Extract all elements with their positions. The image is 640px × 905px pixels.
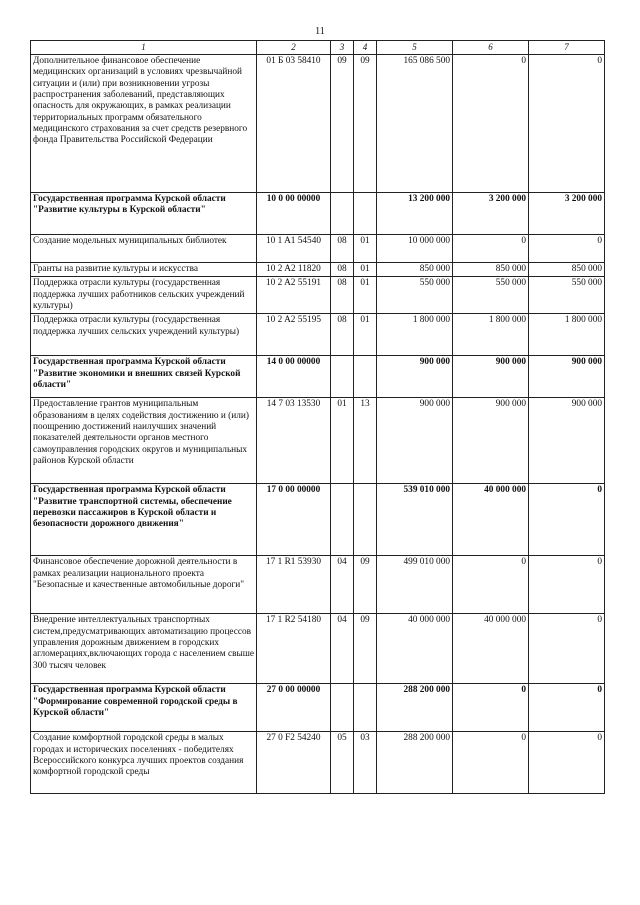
row-subsection-cell	[354, 356, 377, 398]
row-value-cell: 288 200 000	[377, 684, 453, 732]
row-value-cell: 0	[529, 732, 605, 794]
row-subsection-cell	[354, 484, 377, 556]
row-value-cell: 0	[529, 614, 605, 684]
row-code-cell: 10 1 A1 54540	[257, 234, 331, 262]
row-value-cell: 0	[529, 54, 605, 192]
row-subsection-cell: 13	[354, 398, 377, 484]
row-section-cell	[331, 484, 354, 556]
row-value-cell: 900 000	[453, 356, 529, 398]
row-value-cell: 900 000	[529, 356, 605, 398]
column-header: 3	[331, 41, 354, 55]
row-code-cell: 10 0 00 00000	[257, 192, 331, 234]
row-subsection-cell: 09	[354, 614, 377, 684]
row-value-cell: 13 200 000	[377, 192, 453, 234]
row-value-cell: 0	[453, 732, 529, 794]
row-code-cell: 27 0 00 00000	[257, 684, 331, 732]
row-value-cell: 40 000 000	[453, 484, 529, 556]
row-code-cell: 10 2 A2 55191	[257, 277, 331, 314]
row-section-cell: 04	[331, 556, 354, 614]
table-row	[31, 234, 605, 262]
row-code-cell: 01 Б 03 58410	[257, 54, 331, 192]
row-value-cell: 165 086 500	[377, 54, 453, 192]
row-value-cell: 900 000	[377, 398, 453, 484]
row-name-cell: Предоставление грантов муниципальным образованиям в целях содействия достижению и (или) поощрению достижений наилучших значений показателей деятельности органов местного самоуправления городских округов и муниципальных районов Курской области	[31, 398, 257, 484]
row-value-cell: 1 800 000	[377, 314, 453, 356]
row-name-cell: Государственная программа Курской области "Развитие культуры в Курской области"	[31, 192, 257, 234]
table-row	[31, 684, 605, 732]
table-row	[31, 54, 605, 192]
row-value-cell: 0	[453, 684, 529, 732]
budget-table	[30, 40, 605, 794]
table-row	[31, 277, 605, 314]
row-name-cell: Создание комфортной городской среды в малых городах и исторических поселениях - победителях Всероссийского конкурса лучших проектов создания комфортной городской среды	[31, 732, 257, 794]
page-number: 11	[315, 26, 325, 37]
row-value-cell: 0	[453, 556, 529, 614]
row-subsection-cell: 01	[354, 314, 377, 356]
table-row	[31, 398, 605, 484]
column-header: 1	[31, 41, 257, 55]
row-name-cell: Поддержка отрасли культуры (государственная поддержка лучших сельских учреждений культуры)	[31, 314, 257, 356]
row-value-cell: 900 000	[453, 398, 529, 484]
column-header: 7	[529, 41, 605, 55]
row-section-cell	[331, 684, 354, 732]
column-header: 6	[453, 41, 529, 55]
row-code-cell: 17 0 00 00000	[257, 484, 331, 556]
row-code-cell: 17 1 R2 54180	[257, 614, 331, 684]
row-subsection-cell	[354, 684, 377, 732]
row-subsection-cell: 01	[354, 262, 377, 276]
row-section-cell: 09	[331, 54, 354, 192]
table-row	[31, 314, 605, 356]
row-subsection-cell: 09	[354, 556, 377, 614]
row-code-cell: 17 1 R1 53930	[257, 556, 331, 614]
row-value-cell: 40 000 000	[453, 614, 529, 684]
row-value-cell: 0	[529, 684, 605, 732]
table-row	[31, 484, 605, 556]
row-name-cell: Государственная программа Курской области "Развитие транспортной системы, обеспечение перевозки пассажиров в Курской области и безопасности дорожного движения"	[31, 484, 257, 556]
row-value-cell: 550 000	[529, 277, 605, 314]
row-section-cell: 04	[331, 614, 354, 684]
row-name-cell: Внедрение интеллектуальных транспортных систем,предусматривающих автоматизацию процессов управления дорожным движением в городских агломерациях,включающих города с населением свыше 300 тысяч человек	[31, 614, 257, 684]
row-subsection-cell	[354, 192, 377, 234]
row-name-cell: Государственная программа Курской области "Формирование современной городской среды в Курской области"	[31, 684, 257, 732]
row-value-cell: 10 000 000	[377, 234, 453, 262]
row-value-cell: 40 000 000	[377, 614, 453, 684]
row-subsection-cell: 09	[354, 54, 377, 192]
row-section-cell	[331, 192, 354, 234]
row-name-cell: Финансовое обеспечение дорожной деятельности в рамках реализации национального проекта "Безопасные и качественные автомобильные дороги"	[31, 556, 257, 614]
table-row	[31, 192, 605, 234]
row-name-cell: Государственная программа Курской области "Развитие экономики и внешних связей Курской области"	[31, 356, 257, 398]
row-section-cell: 08	[331, 262, 354, 276]
row-value-cell: 0	[453, 234, 529, 262]
row-subsection-cell: 01	[354, 234, 377, 262]
row-section-cell: 08	[331, 314, 354, 356]
row-section-cell	[331, 356, 354, 398]
row-code-cell: 27 0 F2 54240	[257, 732, 331, 794]
row-name-cell: Дополнительное финансовое обеспечение медицинских организаций в условиях чрезвычайной ситуации и (или) при возникновении угрозы распространения заболеваний, представляющих опасность для окружающих, в рамках реализации территориальных программ обязательного медицинского страхования за счет средств резервного фонда Правительства Российской Федерации	[31, 54, 257, 192]
row-value-cell: 550 000	[453, 277, 529, 314]
row-value-cell: 288 200 000	[377, 732, 453, 794]
row-subsection-cell: 01	[354, 277, 377, 314]
row-section-cell: 05	[331, 732, 354, 794]
column-header: 5	[377, 41, 453, 55]
row-value-cell: 0	[529, 556, 605, 614]
row-value-cell: 850 000	[529, 262, 605, 276]
column-header: 4	[354, 41, 377, 55]
row-value-cell: 0	[529, 234, 605, 262]
table-row	[31, 732, 605, 794]
row-value-cell: 900 000	[529, 398, 605, 484]
column-header: 2	[257, 41, 331, 55]
row-section-cell: 08	[331, 277, 354, 314]
row-code-cell: 10 2 A2 11820	[257, 262, 331, 276]
row-value-cell: 3 200 000	[529, 192, 605, 234]
row-value-cell: 1 800 000	[453, 314, 529, 356]
row-value-cell: 900 000	[377, 356, 453, 398]
row-value-cell: 0	[529, 484, 605, 556]
row-value-cell: 539 010 000	[377, 484, 453, 556]
table-row	[31, 614, 605, 684]
row-value-cell: 499 010 000	[377, 556, 453, 614]
row-section-cell: 08	[331, 234, 354, 262]
row-value-cell: 850 000	[453, 262, 529, 276]
row-subsection-cell: 03	[354, 732, 377, 794]
row-code-cell: 14 0 00 00000	[257, 356, 331, 398]
table-row	[31, 262, 605, 276]
row-value-cell: 550 000	[377, 277, 453, 314]
row-name-cell: Поддержка отрасли культуры (государственная поддержка лучших работников сельских учреждений культуры)	[31, 277, 257, 314]
row-code-cell: 14 7 03 13530	[257, 398, 331, 484]
row-value-cell: 1 800 000	[529, 314, 605, 356]
table-row	[31, 356, 605, 398]
table-row	[31, 556, 605, 614]
row-value-cell: 850 000	[377, 262, 453, 276]
row-name-cell: Гранты на развитие культуры и искусства	[31, 262, 257, 276]
column-number-row	[31, 41, 605, 55]
row-code-cell: 10 2 A2 55195	[257, 314, 331, 356]
row-name-cell: Создание модельных муниципальных библиотек	[31, 234, 257, 262]
row-value-cell: 3 200 000	[453, 192, 529, 234]
row-section-cell: 01	[331, 398, 354, 484]
row-value-cell: 0	[453, 54, 529, 192]
